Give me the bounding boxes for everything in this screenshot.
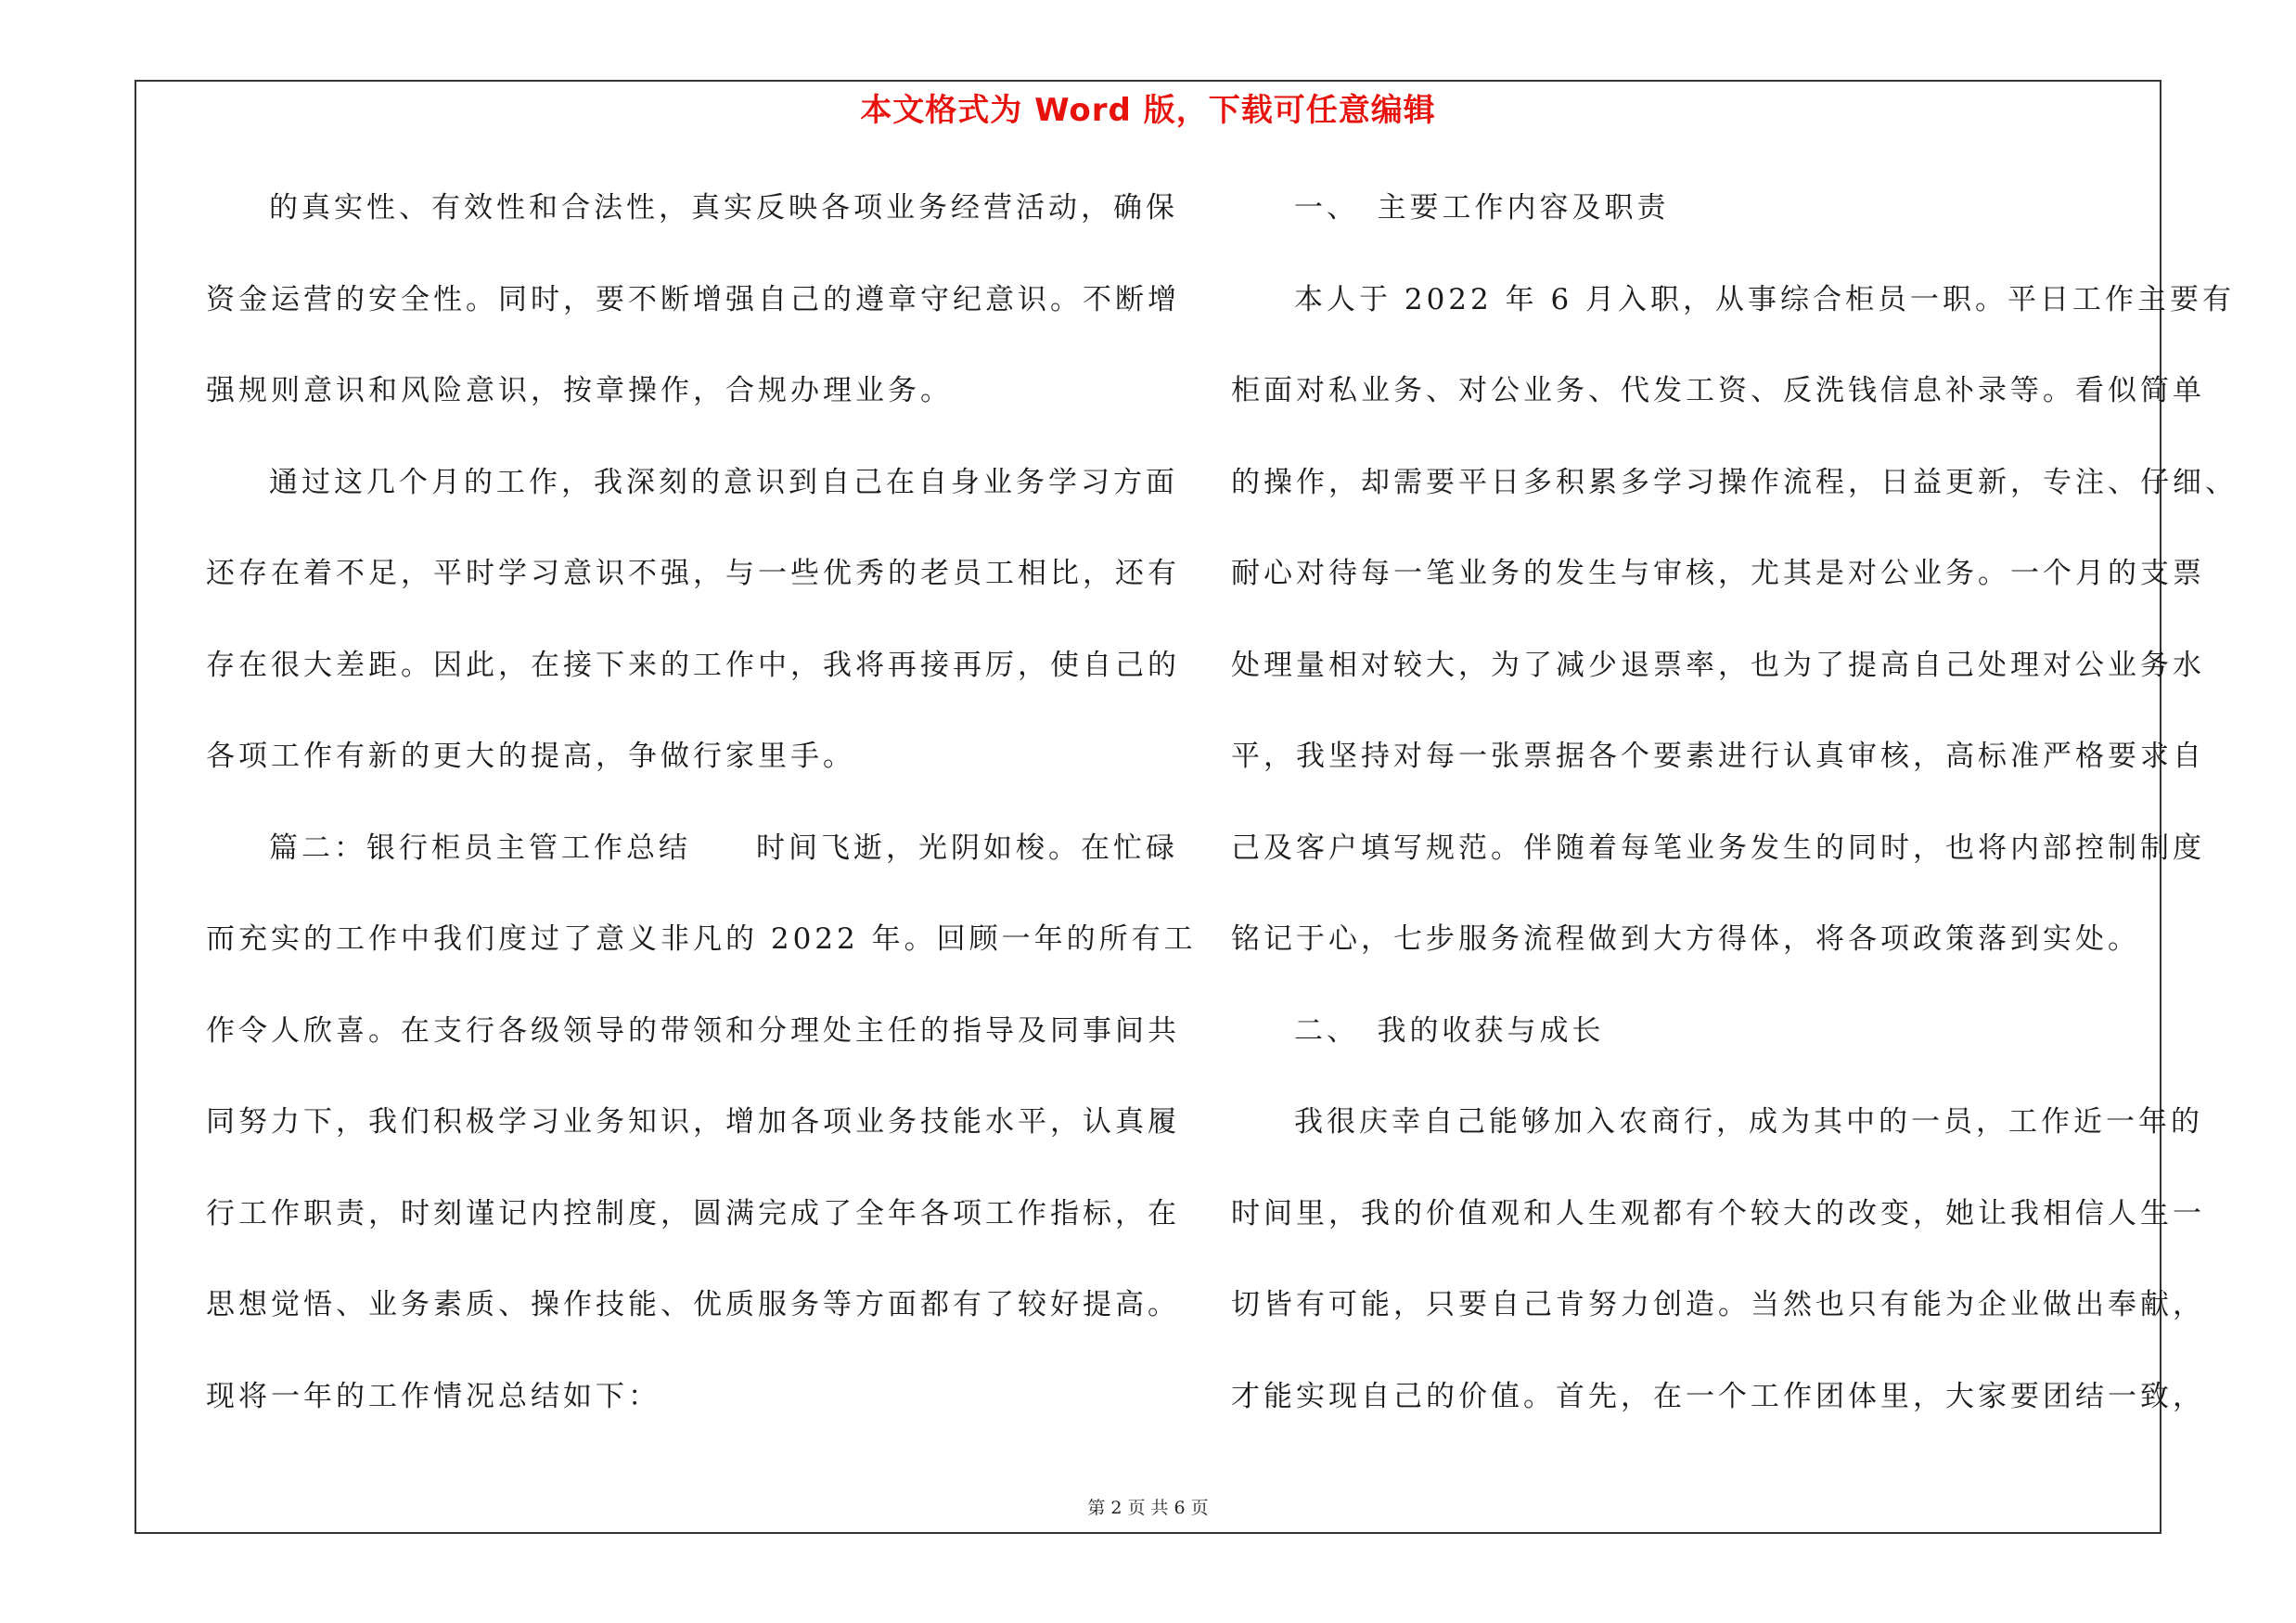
text-line: 铭记于心，七步服务流程做到大方得体，将各项政策落到实处。 <box>1231 922 2140 956</box>
text-line: 现将一年的工作情况总结如下： <box>206 1379 661 1413</box>
text-line: 耐心对待每一笔业务的发生与审核，尤其是对公业务。一个月的支票 <box>1231 557 2205 590</box>
text-line: 己及客户填写规范。伴随着每笔业务发生的同时，也将内部控制制度 <box>1231 831 2205 865</box>
text-line: 同努力下，我们积极学习业务知识，增加各项业务技能水平，认真履 <box>206 1105 1180 1139</box>
text-line: 处理量相对较大，为了减少退票率，也为了提高自己处理对公业务水 <box>1231 648 2205 682</box>
text-line: 一、 主要工作内容及职责 <box>1294 191 1670 225</box>
text-line: 我很庆幸自己能够加入农商行，成为其中的一员，工作近一年的 <box>1294 1105 2203 1139</box>
text-line: 而充实的工作中我们度过了意义非凡的 2022 年。回顾一年的所有工 <box>206 922 1197 956</box>
text-line: 强规则意识和风险意识，按章操作，合规办理业务。 <box>206 374 953 407</box>
page-number: 第 2 页 共 6 页 <box>1087 1498 1209 1518</box>
text-line: 各项工作有新的更大的提高，争做行家里手。 <box>206 740 855 773</box>
text-line: 资金运营的安全性。同时，要不断增强自己的遵章守纪意识。不断增 <box>206 282 1180 316</box>
format-banner: 本文格式为 Word 版，下载可任意编辑 <box>860 92 1436 129</box>
text-line: 行工作职责，时刻谨记内控制度，圆满完成了全年各项工作指标，在 <box>206 1196 1180 1230</box>
text-line: 作令人欣喜。在支行各级领导的带领和分理处主任的指导及同事间共 <box>206 1013 1180 1048</box>
text-line: 思想觉悟、业务素质、操作技能、优质服务等方面都有了较好提高。 <box>206 1288 1180 1321</box>
text-line: 通过这几个月的工作，我深刻的意识到自己在自身业务学习方面 <box>269 465 1178 499</box>
text-line: 二、 我的收获与成长 <box>1294 1013 1605 1048</box>
text-line: 的真实性、有效性和合法性，真实反映各项业务经营活动，确保 <box>269 191 1178 225</box>
text-line: 才能实现自己的价值。首先，在一个工作团体里，大家要团结一致， <box>1231 1379 2205 1413</box>
text-line: 柜面对私业务、对公业务、代发工资、反洗钱信息补录等。看似简单 <box>1231 374 2205 407</box>
text-line: 切皆有可能，只要自己肯努力创造。当然也只有能为企业做出奉献， <box>1231 1288 2205 1321</box>
text-line: 的操作，却需要平日多积累多学习操作流程，日益更新，专注、仔细、 <box>1231 465 2238 499</box>
text-line: 本人于 2022 年 6 月入职，从事综合柜员一职。平日工作主要有 <box>1294 282 2236 316</box>
text-line: 还存在着不足，平时学习意识不强，与一些优秀的老员工相比，还有 <box>206 557 1180 590</box>
text-line: 篇二：银行柜员主管工作总结 时间飞逝，光阴如梭。在忙碌 <box>269 831 1178 865</box>
text-line: 时间里，我的价值观和人生观都有个较大的改变，她让我相信人生一 <box>1231 1196 2205 1230</box>
text-line: 存在很大差距。因此，在接下来的工作中，我将再接再厉，使自己的 <box>206 648 1180 682</box>
text-line: 平，我坚持对每一张票据各个要素进行认真审核，高标准严格要求自 <box>1231 740 2205 773</box>
